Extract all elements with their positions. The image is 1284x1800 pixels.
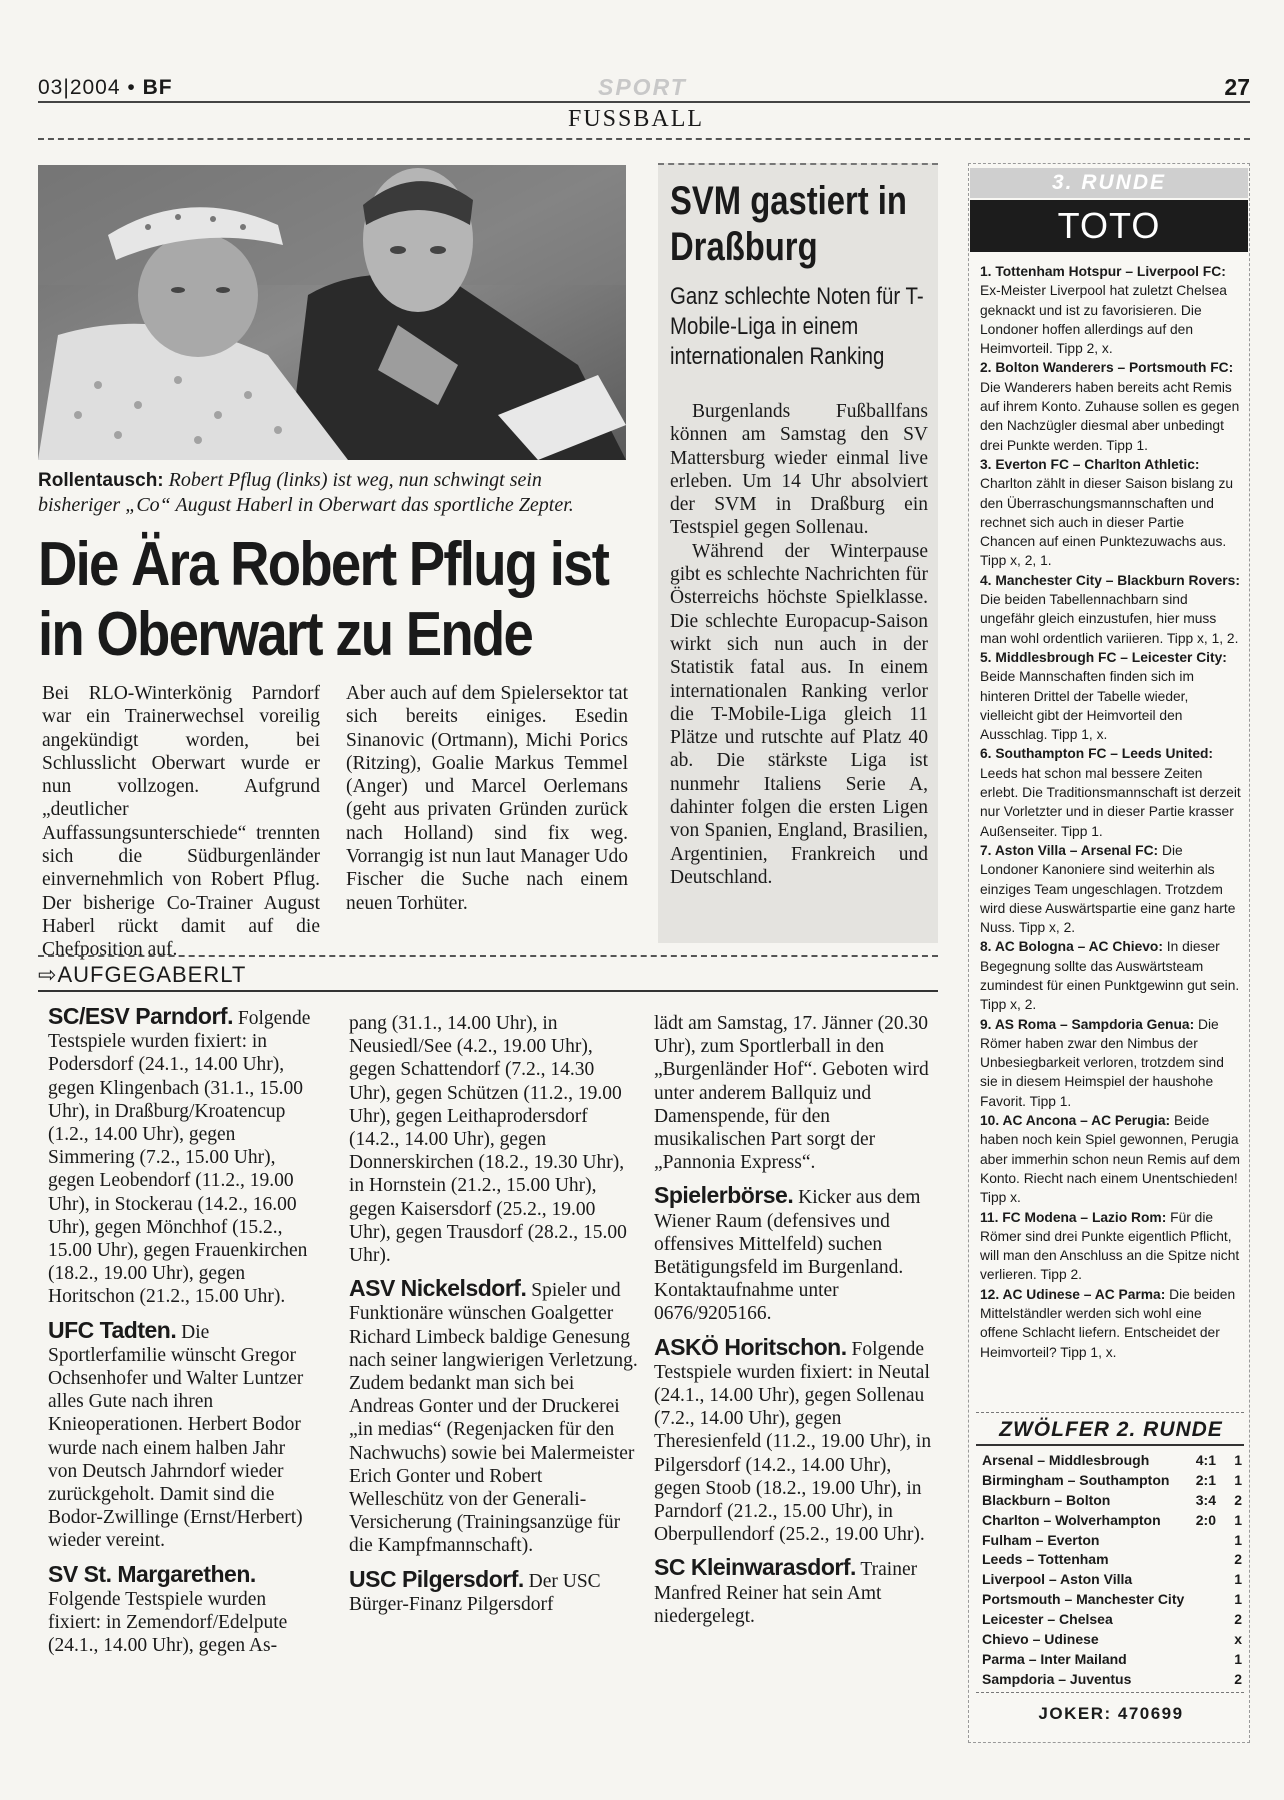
zwoelfer-row <box>982 1649 1242 1669</box>
news-item-continued <box>654 1012 936 1174</box>
joker-divider <box>976 1692 1244 1693</box>
zwoelfer-tip: x <box>1234 1630 1242 1647</box>
toto-game <box>980 358 1242 454</box>
news-club: ASKÖ Horitschon. <box>654 1333 847 1360</box>
news-text: Der USC Bürger-Finanz Pilgersdorf <box>349 1570 601 1615</box>
zwoelfer-match: Fulham – Everton <box>982 1531 1100 1548</box>
toto-game-text: Charlton zählt in dieser Saison bislang zu den Überraschungsmannschaften und rechnet sich auch in dieser Partie Chancen auf einen Punktezuwachs aus. Tipp x, 2, 1. <box>980 476 1234 569</box>
svm-subheadline: Ganz schlechte Noten für T-Mobile-Liga in einem internationalen Ranking <box>670 283 924 370</box>
news-item-continued <box>349 1012 639 1267</box>
zwoelfer-tip: 1 <box>1234 1591 1242 1608</box>
zwoelfer-row <box>982 1470 1242 1490</box>
zwoelfer-score <box>1186 1569 1226 1589</box>
toto-game-text: In dieser Begegnung sollte das Auswärtsteam zumindest für einen Punktgewinn gut sein. Tipp x, 2. <box>980 939 1240 1013</box>
zwoelfer-match: Arsenal – Middlesbrough <box>982 1451 1150 1468</box>
page-number: 27 <box>1224 74 1250 100</box>
toto-game-text: Die beiden Mittelständler werden sich wohl eine offene Schlacht liefern. Entscheidet der Heimvorteil? Tipp 1, x. <box>980 1286 1236 1360</box>
section-top: SPORT <box>598 74 687 100</box>
photo-caption <box>38 468 626 518</box>
zwoelfer-tip: 1 <box>1234 1471 1242 1488</box>
svm-paragraph-2: Während der Winterpause gibt es schlechte Nachrichten für Österreichs höchste Spielklasse. Die schlechte Europacup-Saison wirkt sich nun auch in der Statistik fatal aus. In einem internationalen Ranking verlor die T-Mobile-Liga gleich 11 Plätze und rutschte auf Platz 40 ab. Die stärkste Liga ist nunmehr Italiens Serie A, dahinter folgen die ersten Ligen von Spanien, England, Brasilien, Argentinien, Frankreich und Deutschland. <box>670 540 928 888</box>
arrow-icon: ⇨ <box>38 962 58 987</box>
news-club: SC Kleinwarasdorf. <box>654 1554 856 1581</box>
header-rule <box>38 101 1250 103</box>
zwoelfer-row <box>982 1589 1242 1609</box>
issue-line <box>38 76 173 100</box>
zwoelfer-tip: 2 <box>1234 1551 1242 1568</box>
caption-text: Robert Pflug (links) ist weg, nun schwingt sein bisheriger „Co“ August Haberl in Oberwart das sportliche Zepter. <box>38 469 574 516</box>
joker-number: JOKER: 470699 <box>1038 1704 1184 1723</box>
toto-game-text: Für die Römer sind drei Punkte eigentlich Pflicht, will man den Anschluss an die Spitze nicht verlieren. Tipp 2. <box>980 1209 1240 1283</box>
toto-title: TOTO <box>970 200 1248 252</box>
news-text: lädt am Samstag, 17. Jänner (20.30 Uhr), zum Sportlerball in den „Burgenländer Hof“. Geboten wird unter anderem Ballquiz und Damenspende, für den musikalischen Part sorgt der „Pannonia Express“. <box>654 1013 929 1174</box>
zwoelfer-score: 4:1 <box>1195 1451 1216 1468</box>
news-text: Die Sportlerfamilie wünscht Gregor Ochsenhofer und Walter Luntzer alles Gute nach ihren Knieoperationen. Herbert Bodor wurde nach einem halben Jahr von Deutsch Jahrndorf wieder zurückgeholt. Damit sind die Bodor-Zwillinge (Ernst/Herbert) wieder vereint. <box>48 1321 304 1552</box>
news-column-3 <box>654 1012 936 1638</box>
zwoelfer-title: ZWÖLFER 2. RUNDE <box>999 1418 1223 1441</box>
toto-list <box>980 262 1242 1362</box>
zwoelfer-match: Sampdoria – Juventus <box>982 1670 1132 1687</box>
zwoelfer-match: Liverpool – Aston Villa <box>982 1571 1133 1588</box>
toto-game-text: Die Londoner Kanoniere sind weiterhin als einziges Team ungeschlagen. Trotzdem wird diese Auswärtspartie eine ganz harte Nuss. Tipp x, 2. <box>980 842 1236 936</box>
toto-game-match: 8. AC Bologna – AC Chievo: <box>980 939 1163 955</box>
toto-game-match: 7. Aston Villa – Arsenal FC: <box>980 842 1159 858</box>
zwoelfer-score <box>1186 1669 1226 1689</box>
news-text: Folgende Testspiele wurden fixiert: in Neutal (24.1., 14.00 Uhr), gegen Sollenau (7.2., 14.00 Uhr), gegen Theresienfeld (11.2., 19.00 Uhr), in Pilgersdorf (14.2., 14.00 Uhr), gegen Stoob (18.2., 19.00 Uhr), in Parndorf (21.2., 15.00 Uhr), in Oberpullendorf (25.2., 19.00 Uhr). <box>654 1338 932 1546</box>
toto-game <box>980 1015 1242 1111</box>
toto-game-match: 10. AC Ancona – AC Perugia: <box>980 1113 1171 1129</box>
issue-number: 03|2004 <box>38 76 121 99</box>
svm-headline: SVM gastiert in Draßburg <box>670 179 907 269</box>
news-item <box>654 1184 936 1325</box>
toto-game <box>980 455 1242 571</box>
news-club: ASV Nickelsdorf. <box>349 1275 527 1302</box>
news-item <box>48 1316 318 1553</box>
zwoelfer-row <box>982 1549 1242 1569</box>
zwoelfer-table <box>982 1450 1242 1689</box>
news-column-1 <box>48 1005 318 1667</box>
zwoelfer-rule <box>976 1444 1244 1446</box>
zwoelfer-match: Birmingham – Southampton <box>982 1471 1170 1488</box>
news-text: pang (31.1., 14.00 Uhr), in Neusiedl/See (4.2., 19.00 Uhr), gegen Schattendorf (7.2., 14.30 Uhr), gegen Schützen (11.2., 19.00 Uhr), gegen Leithaprodersdorf (14.2., 14.00 Uhr), gegen Donnerskirchen (18.2., 19.30 Uhr), in Hornstein (21.2., 15.00 Uhr), gegen Kaisersdorf (25.2., 19.00 Uhr), gegen Trausdorf (28.2., 15.00 Uhr). <box>349 1013 627 1267</box>
zwoelfer-match: Leicester – Chelsea <box>982 1611 1113 1628</box>
zwoelfer-tip: 1 <box>1234 1650 1242 1667</box>
news-item <box>48 1005 318 1309</box>
aufgegaberlt-rule <box>38 990 938 992</box>
zwoelfer-tip: 2 <box>1234 1491 1242 1508</box>
toto-game-match: 2. Bolton Wanderers – Portsmouth FC: <box>980 360 1234 376</box>
toto-game <box>980 571 1242 648</box>
zwoelfer-tip: 2 <box>1234 1670 1242 1687</box>
zwoelfer-score: 2:0 <box>1195 1511 1216 1528</box>
aufgegaberlt-label <box>38 962 246 988</box>
toto-round: 3. RUNDE <box>970 168 1248 198</box>
zwoelfer-tip: 1 <box>1234 1571 1242 1588</box>
news-item <box>349 1277 639 1557</box>
section-label: FUSSBALL <box>568 106 705 132</box>
toto-game <box>980 744 1242 840</box>
news-club: UFC Tadten. <box>48 1316 177 1343</box>
toto-game <box>980 1285 1242 1362</box>
zwoelfer-score <box>1186 1589 1226 1609</box>
photo-illustration <box>38 165 626 460</box>
news-text: Folgende Testspiele wurden fixiert: in Podersdorf (24.1., 14.00 Uhr), gegen Klingenbach (31.1., 15.00 Uhr), in Draßburg/Kroatencup (1.2., 14.00 Uhr), gegen Simmering (7.2., 15.00 Uhr), gegen Leobendorf (11.2., 19.00 Uhr), in Stockerau (14.2., 16.00 Uhr), gegen Mönchhof (15.2., 15.00 Uhr), gegen Frauenkirchen (18.2., 19.00 Uhr), gegen Horitschon (21.2., 15.00 Uhr). <box>48 1008 311 1308</box>
toto-game <box>980 1111 1242 1207</box>
zwoelfer-row <box>982 1629 1242 1649</box>
svm-body <box>670 400 928 889</box>
zwoelfer-score <box>1186 1629 1226 1649</box>
zwoelfer-row <box>982 1510 1242 1530</box>
toto-game-match: 6. Southampton FC – Leeds United: <box>980 746 1214 762</box>
main-article-col1: Bei RLO-Winterkönig Parndorf war ein Trainerwechsel voreilig angekündigt worden, bei Schlusslicht Oberwart wurde er nun vollzogen. Aufgrund „deutlicher Auffassungsunterschiede“ trennten sich die Südburgenländer einvernehmlich von Robert Pflug. Der bisherige Co-Trainer August Haberl rückt damit auf die Chefposition auf. <box>42 683 320 961</box>
toto-game-match: 1. Tottenham Hotspur – Liverpool FC: <box>980 264 1226 279</box>
zwoelfer-match: Portsmouth – Manchester City <box>982 1591 1185 1608</box>
toto-game-text: Beide Mannschaften finden sich im hinteren Drittel der Tabelle wieder, vielleicht gibt der Heimvorteil den Ausschlag. Tipp 1, x. <box>980 669 1194 743</box>
main-article-col2: Aber auch auf dem Spielersektor tat sich bereits einiges. Esedin Sinanovic (Ortmann), Michi Porics (Ritzing), Goalie Markus Temmel (Anger) und Marcel Oerlemans (geht aus privaten Gründen zurück nach Holland) sind fix weg. Vorrangig ist nun laut Manager Udo Fischer die Suche nach einem neuen Torhüter. <box>346 683 628 914</box>
brand-logo: BF <box>142 76 173 99</box>
news-text: Trainer Manfred Reiner hat sein Amt niedergelegt. <box>654 1559 918 1627</box>
toto-game-text: Die Wanderers haben bereits acht Remis auf ihrem Konto. Zuhause sollen es gegen den Nachzügler diesmal aber unbedingt drei Punkte werden. Tipp 1. <box>980 379 1240 453</box>
toto-game-text: Die Römer haben zwar den Nimbus der Unbesiegbarkeit verloren, trotzdem sind sie in diesem Heimspiel der haushohe Favorit. Tipp 1. <box>980 1016 1224 1109</box>
toto-game-match: 5. Middlesbrough FC – Leicester City: <box>980 649 1227 665</box>
toto-game <box>980 648 1242 744</box>
aufgegaberlt-label-text: AUFGEGABERLT <box>57 962 247 987</box>
news-item <box>654 1556 936 1628</box>
zwoelfer-match: Blackburn – Bolton <box>982 1491 1111 1508</box>
zwoelfer-match: Charlton – Wolverhampton <box>982 1511 1161 1528</box>
zwoelfer-score <box>1186 1530 1226 1550</box>
toto-game <box>980 262 1242 358</box>
toto-game <box>980 841 1242 937</box>
zwoelfer-row <box>982 1450 1242 1470</box>
zwoelfer-score <box>1186 1549 1226 1569</box>
news-item <box>349 1565 639 1616</box>
aufgegaberlt-divider <box>38 955 938 957</box>
news-text: Folgende Testspiele wurden fixiert: in Zemendorf/Edelputе (24.1., 14.00 Uhr), gegen As- <box>48 1588 288 1657</box>
zwoelfer-row <box>982 1609 1242 1629</box>
toto-game-match: 11. FC Modena – Lazio Rom: <box>980 1209 1167 1225</box>
zwoelfer-row <box>982 1530 1242 1550</box>
zwoelfer-score: 2:1 <box>1195 1471 1216 1488</box>
toto-game-text: Leeds hat schon mal bessere Zeiten erlebt. Die Traditionsmannschaft ist derzeit nur Vorletzter und in dieser Partie krasser Außenseiter. Tipp 1. <box>980 765 1241 839</box>
zwoelfer-score <box>1186 1649 1226 1669</box>
zwoelfer-tip: 1 <box>1234 1511 1242 1528</box>
toto-game <box>980 937 1242 1014</box>
news-club: SC/ESV Parndorf. <box>48 1003 233 1029</box>
news-text: Spieler und Funktionäre wünschen Goalgetter Richard Limbeck baldige Genesung nach seiner langwierigen Verletzung. Zudem bedankt man sich bei Andreas Gonter und der Druckerei „in medias“ (Regenjacken für den Nachwuchs) sowie bei Malermeister Erich Gonter und Robert Welleschütz von der Generali-Versicherung (Trainingsanzüge für die Kampfmannschaft). <box>349 1280 638 1557</box>
main-headline: Die Ära Robert Pflug ist in Oberwart zu Ende <box>38 530 609 669</box>
zwoelfer-match: Leeds – Tottenham <box>982 1551 1109 1568</box>
zwoelfer-score: 3:4 <box>1195 1491 1216 1508</box>
news-club: SV St. Margarethen. <box>48 1560 256 1587</box>
news-column-2 <box>349 1012 639 1626</box>
header-divider <box>38 138 1250 140</box>
svm-paragraph-1: Burgenlands Fußballfans können am Samstag den SV Mattersburg wieder einmal live erleben. Um 14 Uhr absolviert der SVM in Draßburg ein Testspiel gegen Sollenau. <box>670 401 928 539</box>
toto-game-text: Die beiden Tabellennachbarn sind ungefähr gleich einzustufen, hier muss man wohl ordentlich variieren. Tipp x, 1, 2. <box>980 592 1239 646</box>
zwoelfer-row <box>982 1569 1242 1589</box>
zwoelfer-divider <box>976 1412 1244 1413</box>
toto-game-match: 3. Everton FC – Charlton Athletic: <box>980 456 1200 472</box>
zwoelfer-match: Parma – Inter Mailand <box>982 1650 1127 1667</box>
toto-game-match: 4. Manchester City – Blackburn Rovers: <box>980 572 1240 588</box>
news-item <box>48 1560 318 1658</box>
toto-game <box>980 1208 1242 1285</box>
zwoelfer-match: Chievo – Udinese <box>982 1630 1099 1647</box>
news-item <box>654 1333 936 1547</box>
toto-game-match: 12. AC Udinese – AC Parma: <box>980 1286 1166 1302</box>
news-club: Spielerbörse. <box>654 1182 794 1209</box>
news-text: Kicker aus dem Wiener Raum (defensives und offensives Mittelfeld) suchen Betätigungsfeld im Burgenland. Kontaktaufnahme unter 0676/9205166. <box>654 1187 921 1325</box>
caption-lead: Rollentausch: <box>38 470 164 491</box>
toto-game-match: 9. AS Roma – Sampdoria Genua: <box>980 1016 1195 1032</box>
issue-bullet: • <box>127 76 136 99</box>
zwoelfer-row <box>982 1490 1242 1510</box>
article-photo <box>38 165 626 460</box>
zwoelfer-tip: 1 <box>1234 1531 1242 1548</box>
zwoelfer-tip: 1 <box>1234 1451 1242 1468</box>
zwoelfer-tip: 2 <box>1234 1611 1242 1628</box>
toto-game-text: Ex-Meister Liverpool hat zuletzt Chelsea geknackt und ist zu favorisieren. Die Londoner hoffen allerdings auf den Heimvorteil. Tipp 2, x. <box>980 283 1227 357</box>
zwoelfer-score <box>1186 1609 1226 1629</box>
toto-game-text: Beide haben noch kein Spiel gewonnen, Perugia aber immerhin schon neun Remis auf dem Konto. Riecht nach einem Unentschieden! Tipp x. <box>980 1113 1240 1206</box>
news-club: USC Pilgersdorf. <box>349 1565 524 1592</box>
zwoelfer-row <box>982 1669 1242 1689</box>
